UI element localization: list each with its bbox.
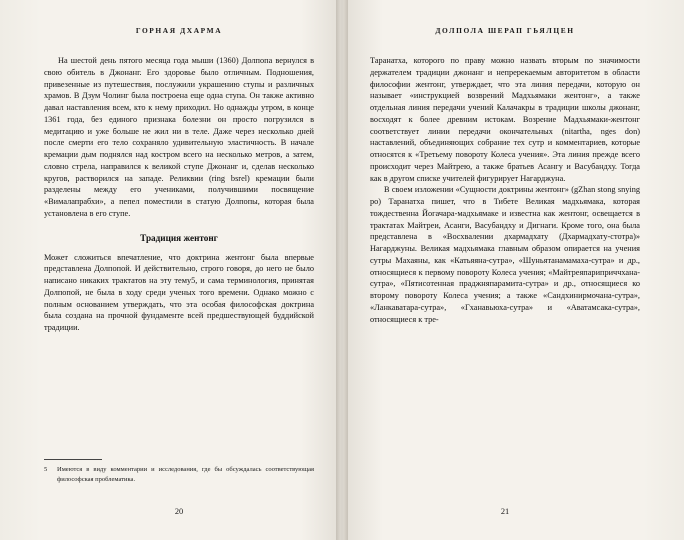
footnote — [44, 465, 314, 484]
paragraph: На шестой день пятого месяца года мыши (1360) Долпопа вернулся в свою обитель в Джонанг. Его здоровье было отличным. Подношения, привезенные из путешествия, послужили украшению ступы и различных храмов. В Дзум Чолинг была построена еще одна ступа. Он также активно давал наставления всем, кто к нему приходил. Но однажды утром, в конце 1361 года, без единого признака болезни он просто погрузился в медитацию и уже больше не жил ни в теле. Даже через несколько дней после смерти его тело сохраняло удивительную эластичность. В начале кремации дым поднялся над костром всего на несколько метров, а затем, словно стрела, направился к великой ступе Джонанг и, сделав несколько кругов, растворился на западе. Реликвии (ring bsrel) кремации были разделены между его учениками, получившими посвящение «Вималапрабхи», а пепел поместили в статую Долпопы, которая была установлена в его ступе. — [44, 56, 314, 218]
right-page — [342, 0, 684, 540]
left-running-head: ГОРНАЯ ДХАРМА — [135, 26, 223, 35]
section-subheading: Традиция жентонг — [140, 232, 218, 243]
footnote-text: Имеются в виду комментарии и исследования, где бы обсуждалась соответствующая философская проблематика. — [57, 466, 314, 483]
left-page-number: 20 — [174, 507, 184, 516]
footnote-block — [44, 459, 314, 484]
right-text-column — [370, 55, 640, 325]
footnote-number: 5 — [44, 466, 48, 474]
left-text-column — [44, 55, 314, 334]
right-page-number: 21 — [500, 507, 510, 516]
paragraph: Может сложиться впечатление, что доктрина жентонг была впервые представлена Долпопой. И действительно, строго говоря, до него не было написано никаких трактатов на эту тему5, и сама терминология, принятая Долпопой, не была в ходу среди ученых того времени. Однако можно с полным основанием утверждать, что эта особая философская доктрина была создана на прочной фундаменте всей предшествующей буддийской традиции. — [44, 252, 314, 332]
right-running-head: ДОЛПОЛА ШЕРАП ГЬЯЛЦЕН — [435, 26, 575, 35]
footnote-rule — [44, 459, 102, 460]
paragraph: В своем изложении «Сущности доктрины жентонг» (gZhan stong snying po) Таранатха пишет, что в Тибете Великая мадхьямака, которая тождественна Йогачара-мадхьямаке и известна как жентонг, освещается в трактатах Майтреи, Асанги, Васубандху и Дигнаги. Кроме того, она была представлена в «Восхвалении дхармадхату (Дхармадхату-стотра)» Нагарджуны. Великая мадхьямака главным образом опирается на учения сутры Махаяны, как «Катьяяна-сутра», «Шуньятанамамаха-сутра» и др., относящиеся к первому повороту Колеса учения; «Майтреяпариприччхана-сутра», «Пятисотенная праджняпарамита-сутра» и др., относящиеся ко второму повороту Колеса учения; а также «Сандхинирмочана-сутра», «Ланкаватара-сутра», «Гханавьюха-сутра» и «Аватамсака-сутра», относящиеся к тре- — [370, 185, 640, 324]
paragraph: Таранатха, которого по праву можно назвать вторым по значимости держателем традиции джонанг и непререкаемым авторитетом в области философии жентонг, утверждает, что эта линия передачи, которую он называет «инструкцией возврений Мадхьямаки жентонг», а также отдельная линия передачи учений Калачакры в традиции школы джонанг, восходят к более древним истокам. Возрение Мадхьямаки-жентонг соответствует линии передачи окончательных (nitartha, nges don) наставлений, объединяющих собрание тех сутр и комментариев, которые относятся к «Третьему повороту Колеса учения». Эта линия прежде всего происходит через Майтрею, а также братьев Асангу и Васубандху. Тогда как в другом списке учителей фигурирует Нагарджуна. — [370, 56, 640, 183]
